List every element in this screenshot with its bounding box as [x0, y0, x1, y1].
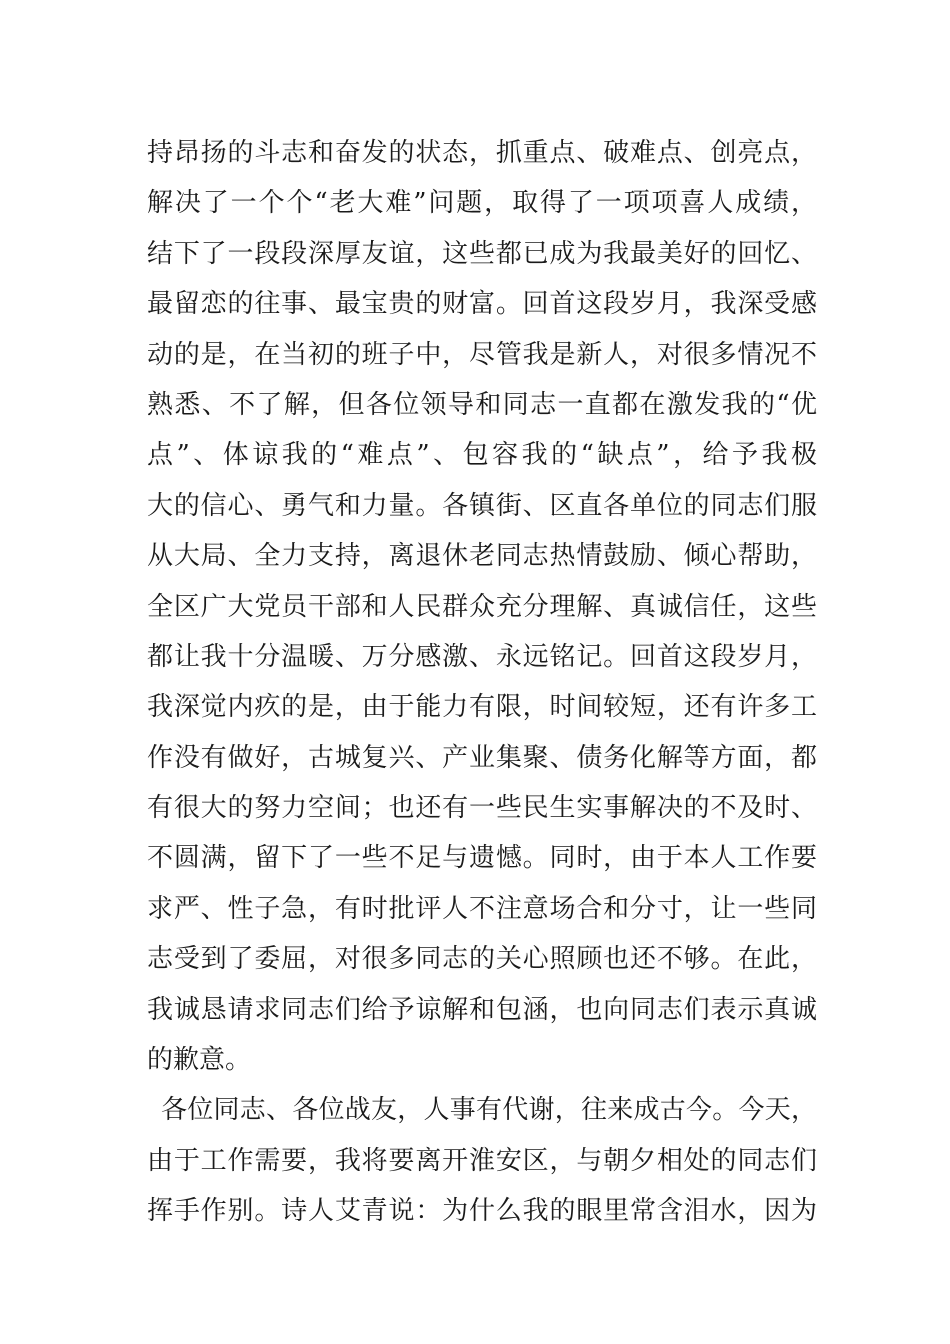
text-line: 持昂扬的斗志和奋发的状态，抓重点、破难点、创亮点， [147, 138, 817, 168]
text-line: 都让我十分温暖、万分感激、永远铭记。回首这段岁月， [147, 641, 817, 672]
text-line: 求严、性子急，有时批评人不注意场合和分寸，让一些同 [147, 893, 817, 924]
text-line: 我深觉内疚的是，由于能力有限，时间较短，还有许多工 [147, 692, 817, 723]
text-line: 大的信心、勇气和力量。各镇街、区直各单位的同志们服 [147, 490, 817, 521]
text-line: 我诚恳请求同志们给予谅解和包涵，也向同志们表示真诚 [147, 994, 817, 1025]
text-line: 志受到了委屈，对很多同志的关心照顾也还不够。在此， [147, 944, 817, 975]
paragraph-last-line: 的歉意。 [147, 1045, 252, 1076]
text-line: 挥手作别。诗人艾青说：为什么我的眼里常含泪水，因为 [147, 1196, 817, 1227]
text-line: 动的是，在当初的班子中，尽管我是新人，对很多情况不 [147, 339, 817, 370]
text-line: 从大局、全力支持，离退休老同志热情鼓励、倾心帮助， [147, 541, 817, 572]
text-line: 由于工作需要，我将要离开淮安区，与朝夕相处的同志们 [147, 1145, 817, 1176]
text-line: 结下了一段段深厚友谊，这些都已成为我最美好的回忆、 [147, 238, 817, 269]
text-line: 点”、体谅我的“难点”、包容我的“缺点”，给予我极 [147, 440, 817, 471]
text-line: 熟悉、不了解，但各位领导和同志一直都在激发我的“优 [147, 389, 817, 420]
body-text [147, 128, 817, 1237]
paragraph-first-line: 各位同志、各位战友，人事有代谢，往来成古今。今天， [161, 1095, 817, 1126]
text-line: 不圆满，留下了一些不足与遗憾。同时，由于本人工作要 [147, 843, 817, 874]
text-line: 有很大的努力空间；也还有一些民生实事解决的不及时、 [147, 793, 817, 824]
text-line: 作没有做好，古城复兴、产业集聚、债务化解等方面，都 [147, 742, 817, 773]
text-line: 全区广大党员干部和人民群众充分理解、真诚信任，这些 [147, 591, 817, 622]
text-line: 最留恋的往事、最宝贵的财富。回首这段岁月，我深受感 [147, 289, 817, 320]
text-line: 解决了一个个“老大难”问题，取得了一项项喜人成绩， [147, 188, 817, 219]
